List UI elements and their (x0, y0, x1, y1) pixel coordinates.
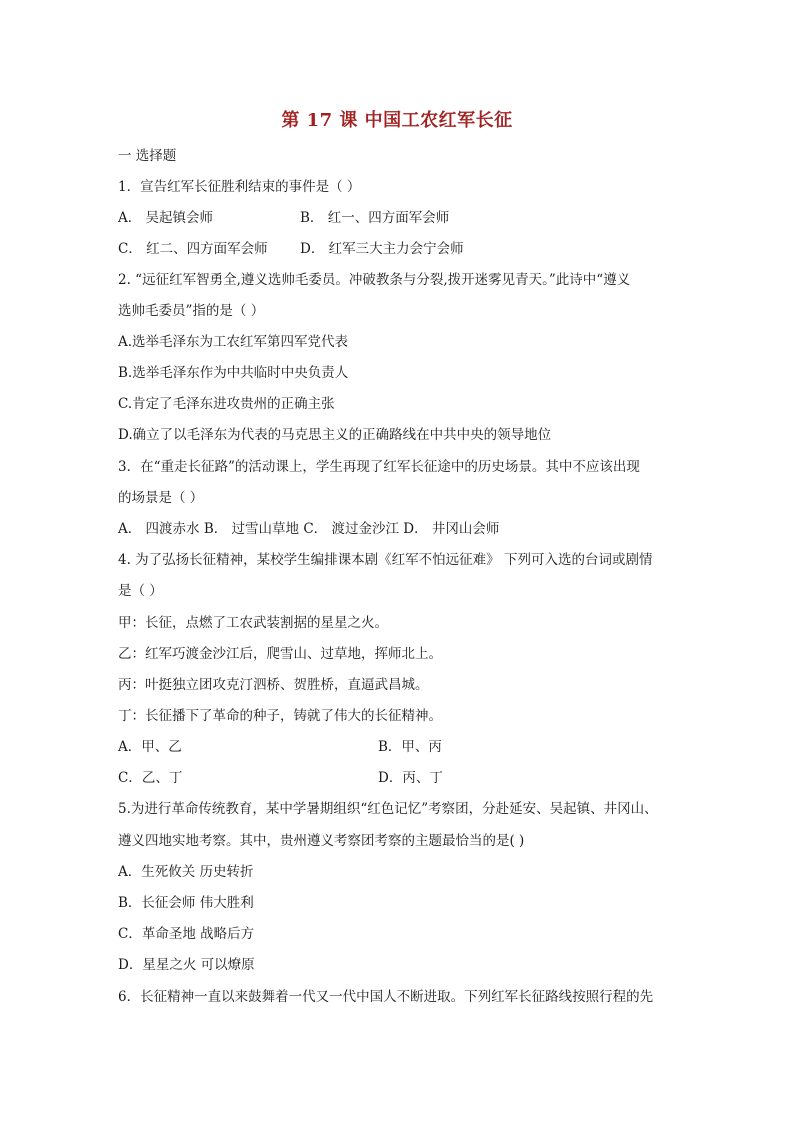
question-5-stem-line2: 遵义四地实地考察。其中，贵州遵义考察团考察的主题最恰当的是( ) (118, 833, 525, 849)
question-2-stem-line2: 选帅毛委员”指的是（ ） (118, 303, 265, 319)
question-4-option-c: C．乙、丁 (118, 770, 183, 786)
question-4-statement-jia: 甲：长征，点燃了工农武装割据的星星之火。 (118, 615, 388, 631)
question-2-option-a: A.选举毛泽东为工农红军第四军党代表 (118, 334, 349, 350)
question-1-option-c: C． 红二、四方面军会师 (118, 241, 268, 257)
question-4-statement-yi: 乙：红军巧渡金沙江后，爬雪山、过草地，挥师北上。 (118, 646, 442, 662)
page-title: 第 17 课 中国工农红军长征 (281, 110, 513, 131)
question-5-option-a: A．生死攸关 历史转折 (118, 864, 254, 880)
question-2-option-c: C.肯定了毛泽东进攻贵州的正确主张 (118, 396, 335, 412)
question-3-stem-line1: 3．在“重走长征路”的活动课上，学生再现了红军长征途中的历史场景。其中不应该出现 (118, 459, 640, 475)
question-5-option-d: D．星星之火 可以燎原 (118, 957, 255, 973)
question-5-stem-line1: 5.为进行革命传统教育，某中学暑期组织“红色记忆”考察团，分赴延安、吴起镇、井冈山、 (118, 801, 658, 817)
section-heading: 一 选择题 (118, 148, 177, 164)
question-5-option-c: C．革命圣地 战略后方 (118, 926, 255, 942)
question-5-option-b: B．长征会师 伟大胜利 (118, 895, 254, 911)
question-4-statement-bing: 丙：叶挺独立团攻克汀泗桥、贺胜桥，直逼武昌城。 (118, 677, 429, 693)
question-4-stem-line1: 4. 为了弘扬长征精神，某校学生编排课本剧《红军不怕远征难》 下列可入选的台词或剧情 (118, 552, 653, 568)
question-4-stem-line2: 是（ ） (118, 583, 163, 599)
question-1-option-b: B． 红一、四方面军会师 (300, 210, 450, 226)
question-2-stem-line1: 2. “远征红军智勇全,遵义选帅毛委员。冲破教条与分裂,拨开迷雾见青天。”此诗中“遵义 (118, 272, 631, 288)
question-2-option-d: D.确立了以毛泽东为代表的马克思主义的正确路线在中共中央的领导地位 (118, 427, 552, 443)
question-6-stem-line1: 6．长征精神一直以来鼓舞着一代又一代中国人不断进取。下列红军长征路线按照行程的先 (118, 989, 654, 1005)
question-4-option-b: B．甲、丙 (378, 739, 442, 755)
question-3-stem-line2: 的场景是（ ） (118, 490, 204, 506)
question-4-statement-ding: 丁：长征播下了革命的种子，铸就了伟大的长征精神。 (118, 708, 442, 724)
question-4-option-a: A．甲、乙 (118, 739, 182, 755)
question-2-option-b: B.选举毛泽东作为中共临时中央负责人 (118, 365, 349, 381)
question-1-option-d: D． 红军三大主力会宁会师 (300, 241, 464, 257)
question-1-stem: 1．宣告红军长征胜利结束的事件是（ ） (118, 179, 361, 195)
question-3-options: A． 四渡赤水 B． 过雪山草地 C． 渡过金沙江 D． 井冈山会师 (118, 521, 500, 537)
question-4-option-d: D．丙、丁 (378, 770, 443, 786)
question-1-option-a: A． 吴起镇会师 (118, 210, 214, 226)
